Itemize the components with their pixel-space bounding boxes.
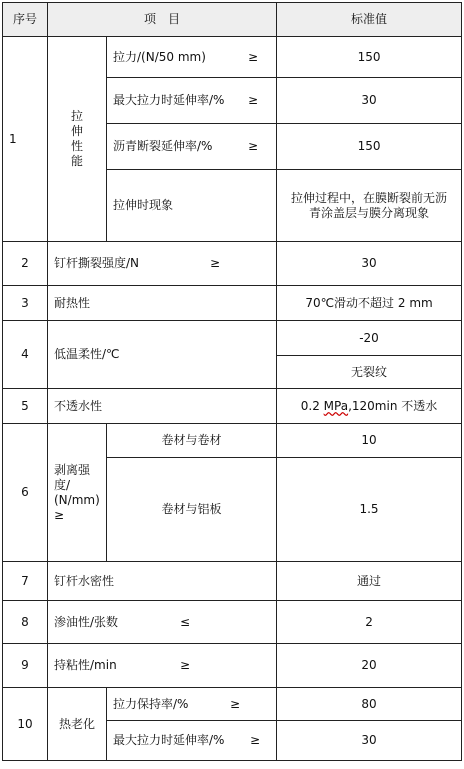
sub-item-label: 沥青断裂延伸率/% ≥ bbox=[107, 124, 277, 170]
row-no: 1 bbox=[3, 37, 48, 242]
table-row bbox=[3, 242, 462, 286]
sub-item-label: 拉力保持率/% ≥ bbox=[107, 688, 277, 721]
standard-value: 通过 bbox=[277, 562, 462, 601]
table-row bbox=[3, 424, 462, 458]
row-no: 10 bbox=[3, 688, 48, 761]
table-row bbox=[3, 37, 462, 78]
standard-value: 150 bbox=[277, 124, 462, 170]
item-label: 不透水性 bbox=[48, 389, 277, 424]
standard-value: 1.5 bbox=[277, 458, 462, 562]
table-row bbox=[3, 286, 462, 321]
standard-value: 2 bbox=[277, 601, 462, 644]
standard-value: 拉伸过程中，在膜断裂前无沥 青涂盖层与膜分离现象 bbox=[277, 170, 462, 242]
item-label: 持粘性/min ≥ bbox=[48, 644, 277, 688]
standard-value: 无裂纹 bbox=[277, 356, 462, 389]
spellcheck-underlined-unit: MPa bbox=[323, 398, 349, 413]
standard-value: 10 bbox=[277, 424, 462, 458]
row-no: 7 bbox=[3, 562, 48, 601]
row-no: 3 bbox=[3, 286, 48, 321]
table-row bbox=[3, 562, 462, 601]
sub-item-label: 拉伸时现象 bbox=[107, 170, 277, 242]
standard-value: 30 bbox=[277, 78, 462, 124]
header-no: 序号 bbox=[3, 3, 48, 37]
header-standard: 标准值 bbox=[277, 3, 462, 37]
table-row bbox=[3, 644, 462, 688]
row-no: 8 bbox=[3, 601, 48, 644]
row-no: 4 bbox=[3, 321, 48, 389]
sub-item-label: 最大拉力时延伸率/% ≥ bbox=[107, 721, 277, 761]
item-label: 钉杆水密性 bbox=[48, 562, 277, 601]
standard-value: 150 bbox=[277, 37, 462, 78]
row-no: 2 bbox=[3, 242, 48, 286]
standard-value: 70℃滑动不超过 2 mm bbox=[277, 286, 462, 321]
standard-value: -20 bbox=[277, 321, 462, 356]
table-row bbox=[3, 601, 462, 644]
standard-value: 20 bbox=[277, 644, 462, 688]
sub-item-label: 拉力/(N/50 mm) ≥ bbox=[107, 37, 277, 78]
standard-value: 80 bbox=[277, 688, 462, 721]
standard-value: 0.2 MPa,120min 不透水 bbox=[277, 389, 462, 424]
item-label: 钉杆撕裂强度/N ≥ bbox=[48, 242, 277, 286]
group-label-peel: 剥离强 度/ (N/mm) ≥ bbox=[48, 424, 107, 562]
sub-item-label: 最大拉力时延伸率/% ≥ bbox=[107, 78, 277, 124]
standard-value: 30 bbox=[277, 242, 462, 286]
table-row bbox=[3, 321, 462, 356]
header-item: 项 目 bbox=[48, 3, 277, 37]
row-no: 9 bbox=[3, 644, 48, 688]
spec-table bbox=[2, 2, 462, 761]
item-label: 低温柔性/℃ bbox=[48, 321, 277, 389]
standard-value: 30 bbox=[277, 721, 462, 761]
table-row bbox=[3, 389, 462, 424]
table-row bbox=[3, 688, 462, 721]
table-header-row bbox=[3, 3, 462, 37]
row-no: 6 bbox=[3, 424, 48, 562]
item-label: 耐热性 bbox=[48, 286, 277, 321]
item-label: 渗油性/张数 ≤ bbox=[48, 601, 277, 644]
group-label-heat-aging: 热老化 bbox=[48, 688, 107, 761]
group-label-tensile: 拉 伸 性 能 bbox=[48, 37, 107, 242]
sub-item-label: 卷材与卷材 bbox=[107, 424, 277, 458]
sub-item-label: 卷材与铝板 bbox=[107, 458, 277, 562]
row-no: 5 bbox=[3, 389, 48, 424]
